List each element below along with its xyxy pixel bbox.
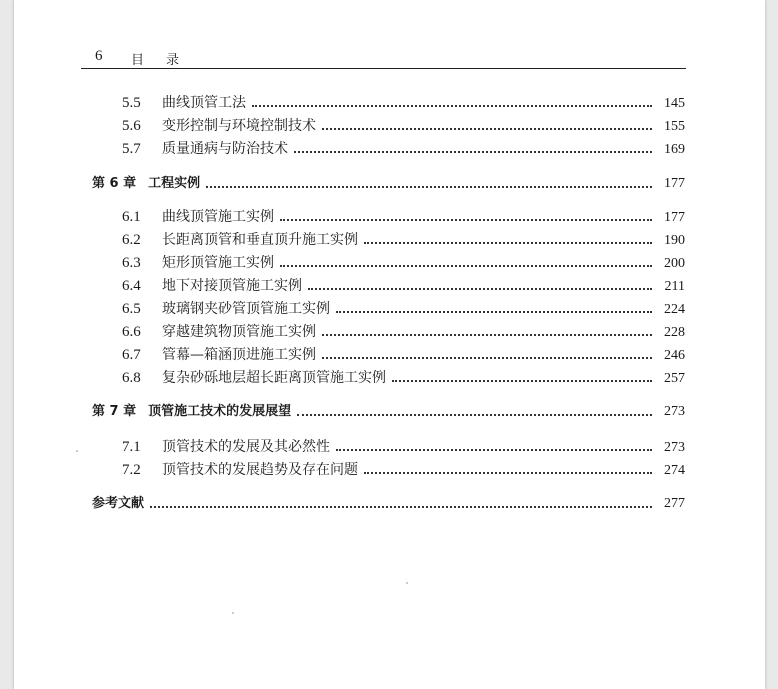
toc-entry (122, 253, 685, 273)
toc-leader-dots (297, 414, 652, 416)
toc-entry-page: 257 (664, 371, 685, 386)
toc-leader-dots (322, 357, 652, 359)
toc-entry-page: 228 (664, 325, 685, 340)
scan-speck (76, 450, 78, 452)
toc-chapter-number: 第 6 章 (92, 176, 137, 191)
toc-entry-number: 6.4 (122, 278, 141, 294)
toc-entry (122, 93, 685, 113)
scan-speck (232, 612, 234, 614)
toc-references-page: 277 (664, 496, 685, 511)
document-page (14, 0, 765, 689)
toc-chapter-page: 273 (664, 404, 685, 419)
toc-references (92, 494, 685, 514)
toc-entry-number: 7.1 (122, 439, 141, 455)
toc-entry-number: 6.6 (122, 324, 141, 340)
toc-entry (122, 322, 685, 342)
toc-entry (122, 116, 685, 136)
toc-chapter-title: 工程实例 (148, 176, 201, 191)
toc-chapter-number: 第 7 章 (92, 404, 137, 419)
toc-leader-dots (364, 472, 652, 474)
toc-entry-title: 玻璃钢夹砂管顶管施工实例 (162, 301, 330, 317)
header-title: 目录 (131, 53, 202, 68)
toc-entry-title: 地下对接顶管施工实例 (162, 278, 302, 294)
toc-entry (122, 230, 685, 250)
toc-leader-dots (294, 151, 652, 153)
toc-entry-page: 224 (664, 302, 685, 317)
toc-entry-number: 5.7 (122, 141, 141, 157)
toc-entry-title: 曲线顶管工法 (162, 95, 246, 111)
toc-entry-number: 5.5 (122, 95, 141, 111)
toc-leader-dots (392, 380, 652, 382)
toc-entry-title: 曲线顶管施工实例 (162, 209, 274, 225)
toc-entry-page: 273 (664, 440, 685, 455)
toc-entry (122, 276, 685, 296)
toc-leader-dots (252, 105, 652, 107)
toc-chapter (92, 174, 685, 194)
toc-entry (122, 368, 685, 388)
page-header (81, 46, 686, 69)
toc-entry-number: 6.1 (122, 209, 141, 225)
toc-entry-page: 177 (664, 210, 685, 225)
toc-entry-title: 穿越建筑物顶管施工实例 (162, 324, 316, 340)
toc-leader-dots (322, 128, 652, 130)
toc-entry-title: 矩形顶管施工实例 (162, 255, 274, 271)
toc-entry-title: 长距离顶管和垂直顶升施工实例 (162, 232, 358, 248)
toc-entry-page: 274 (664, 463, 685, 478)
toc-entry-title: 变形控制与环境控制技术 (162, 118, 316, 134)
toc-entry-page: 155 (664, 119, 685, 134)
toc-entry-number: 7.2 (122, 462, 141, 478)
toc-entry-page: 200 (664, 256, 685, 271)
toc-leader-dots (322, 334, 652, 336)
toc-leader-dots (336, 311, 652, 313)
toc-leader-dots (206, 186, 652, 188)
toc-leader-dots (336, 449, 652, 451)
toc-references-title: 参考文献 (92, 496, 145, 511)
toc-entry-number: 6.5 (122, 301, 141, 317)
toc-entry-title: 复杂砂砾地层超长距离顶管施工实例 (162, 370, 386, 386)
toc-leader-dots (150, 506, 652, 508)
toc-entry (122, 139, 685, 159)
toc-entry-page: 246 (664, 348, 685, 363)
toc-entry-number: 6.7 (122, 347, 141, 363)
toc-chapter (92, 402, 685, 422)
toc-entry-title: 管幕—箱涵顶进施工实例 (162, 347, 316, 363)
toc-leader-dots (280, 219, 652, 221)
toc-chapter-title: 顶管施工技术的发展展望 (148, 404, 292, 419)
scan-speck (406, 582, 408, 584)
toc-entry-page: 145 (664, 96, 685, 111)
toc-entry (122, 437, 685, 457)
toc-entry-title: 顶管技术的发展趋势及存在问题 (162, 462, 358, 478)
toc-leader-dots (280, 265, 652, 267)
toc-leader-dots (308, 288, 652, 290)
toc-entry (122, 460, 685, 480)
toc-entry-page: 169 (664, 142, 685, 157)
toc-entry-title: 顶管技术的发展及其必然性 (162, 439, 330, 455)
toc-leader-dots (364, 242, 652, 244)
toc-entry-title: 质量通病与防治技术 (162, 141, 288, 157)
header-page-number: 6 (95, 48, 103, 64)
toc-entry (122, 345, 685, 365)
toc-entry-number: 5.6 (122, 118, 141, 134)
toc-entry-page: 211 (664, 279, 685, 294)
toc-chapter-page: 177 (664, 176, 685, 191)
toc-entry-number: 6.8 (122, 370, 141, 386)
toc-entry-number: 6.3 (122, 255, 141, 271)
toc-entry-page: 190 (664, 233, 685, 248)
toc-entry (122, 207, 685, 227)
toc-entry (122, 299, 685, 319)
toc-entry-number: 6.2 (122, 232, 141, 248)
